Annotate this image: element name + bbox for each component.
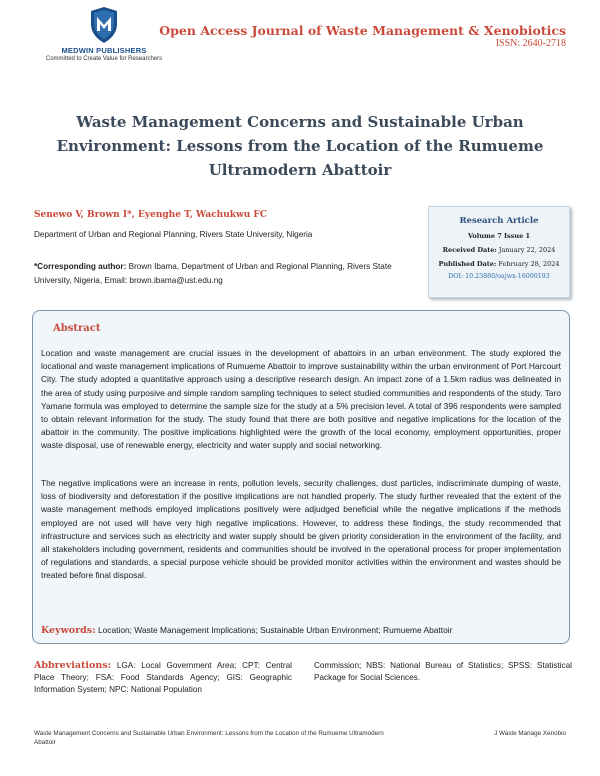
author-affiliation: Department of Urban and Regional Planning, Rivers State University, Nigeria	[34, 230, 313, 239]
corresponding-author-label: *Corresponding author:	[34, 262, 127, 271]
abbreviations-column-left	[34, 660, 292, 696]
abbreviations-label: Abbreviations:	[34, 660, 112, 671]
paper-title: Waste Management Concerns and Sustainable Urban Environment: Lessons from the Location of the Rumueme Ultramodern Abattoir	[56, 113, 544, 179]
publisher-name: MEDWIN PUBLISHERS	[61, 46, 147, 55]
publisher-tagline: Committed to Create Value for Researchers	[45, 56, 163, 62]
keywords-text: Location; Waste Management Implications; Sustainable Urban Environment; Rumueme Abattoir	[95, 625, 453, 635]
article-doi-link[interactable]: DOI: 10.23880/oajwx-16000193	[448, 273, 550, 280]
publisher-logo-block	[44, 6, 164, 62]
keywords-label: Keywords:	[41, 625, 96, 636]
journal-issn: ISSN: 2640-2718	[495, 38, 566, 49]
abstract-box	[32, 310, 570, 644]
journal-title: Open Access Journal of Waste Management & Xenobiotics	[159, 23, 566, 38]
medwin-shield-logo-icon	[89, 6, 119, 44]
article-volume: Volume 7 Issue 1	[467, 232, 531, 240]
published-date: Published Date: February 28, 2024	[438, 260, 560, 268]
footer-journal-abbrev: J Waste Manage Xenobio	[494, 730, 566, 737]
article-info-box	[428, 206, 570, 298]
abbreviations-column-right: Commission; NBS: National Bureau of Statistics; SPSS: Statistical Package for Social Sciences.	[314, 661, 572, 682]
corresponding-author-text: Brown Ibama, Department of Urban and Regional Planning, Rivers State University, Nigeria, Email: brown.ibama@ust.edu.ng	[34, 262, 392, 285]
received-date: Received Date: January 22, 2024	[442, 246, 556, 254]
footer-article-title: Waste Management Concerns and Sustainable Urban Environment: Lessons from the Location of the Rumueme Ultramodern Abattoir	[34, 730, 384, 746]
keywords	[41, 625, 452, 636]
abstract-paragraph-2: The negative implications were an increase in rents, pollution levels, security challenges, dust particles, indiscriminate dumping of waste, loss of biodiversity and deforestation if the positive implications are not handled properly. The study further revealed that the extent of the waste management methods employed implications positively were adjudged beneficial while the negative implications if the methods employed are not used will have very high negative implications. However, to address these findings, the study recommended that infrastructure and services such as electricity and water supply should be given priority consideration in the environment of the facility, and all stakeholders including government, residents and communities should be involved in the operational process for proper implementation of regulations and standards, a special purpose vehicle should be provided monitor activities within the environment and wastes should be treated before final disposal.	[41, 478, 561, 581]
abstract-heading: Abstract	[53, 323, 101, 334]
abstract-paragraph-1: Location and waste management are crucial issues in the development of abattoirs in an urban environment. The study explored the locational and waste management implications of Rumueme Abattoir to improve sustainability within the urban environment of Port Harcourt City. The study adopted a quantitative approach using a descriptive research design. An impact zone of a 1.5km radius was delineated in the area of study using purposive and simple random sampling techniques to select studied communities and respondents of the study. Taro Yamane formula was employed to determine the sample size for the study at a 5% precision level. A total of 396 respondents were sampled to obtain relevant information for the study. The study found that there are both positive and negative implications for the location of the abattoir in the community. The positive implications highlighted were the growth of the local economy, employment opportunities, proper waste disposal, use of renewable energy, electricity and water supply and social networking.	[41, 348, 561, 451]
author-list: Senewo V, Brown I*, Eyenghe T, Wachukwu FC	[34, 210, 267, 220]
abbreviations-text-left: LGA: Local Government Area; CPT: Central Place Theory; FSA: Food Standards Agency; GIS: Geographic Information System; NPC: National Population	[34, 661, 292, 694]
article-type: Research Article	[459, 216, 539, 226]
corresponding-author	[34, 260, 414, 288]
